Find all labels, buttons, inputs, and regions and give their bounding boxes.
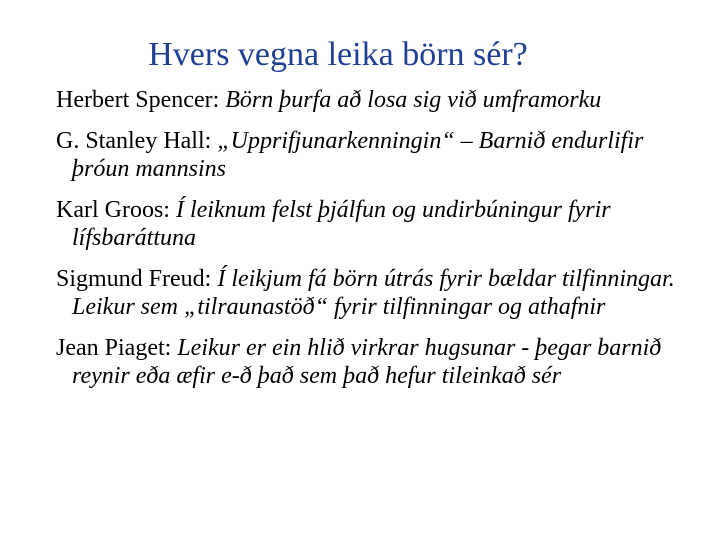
list-item-freud [56,265,696,321]
theorist-name: Jean Piaget: [56,335,172,361]
list-item-hall [56,127,696,183]
theorist-name: G. Stanley Hall: [56,128,212,154]
theory-text: Í leikjum fá börn útrás fyrir bældar tilfinningar. Leikur sem „tilraunastöð“ fyrir tilfinningar og athafnir [72,266,675,320]
list-item-groos [56,196,696,252]
list-item-spencer [56,86,696,114]
theory-text: „Upprifjunarkenningin“ – Barnið endurlifir þróun mannsins [72,128,644,182]
theorist-name: Herbert Spencer: [56,87,220,113]
theory-text: Börn þurfa að losa sig við umframorku [225,87,602,113]
list-item-piaget [56,334,696,390]
theory-text: Í leiknum felst þjálfun og undirbúningur fyrir lífsbaráttuna [72,197,611,251]
theory-list [56,86,696,390]
theory-text: Leikur er ein hlið virkrar hugsunar - þegar barnið reynir eða æfir e-ð það sem það hefur tileinkað sér [72,335,662,389]
theorist-name: Karl Groos: [56,197,170,223]
slide-title: Hvers vegna leika börn sér? [148,36,528,73]
theorist-name: Sigmund Freud: [56,266,212,292]
